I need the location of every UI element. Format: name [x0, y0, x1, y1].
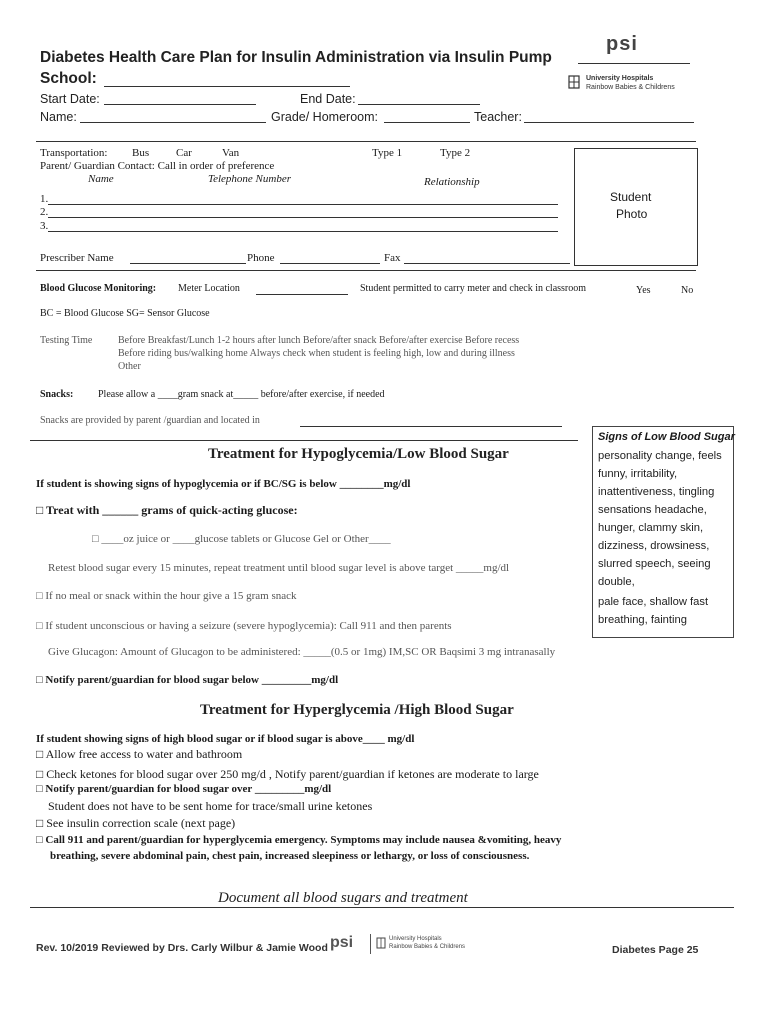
hypo-glucose-options[interactable]: □ ____oz juice or ____glucose tablets or Glucose Gel or Other____ [92, 533, 391, 545]
signs-line: breathing, fainting [598, 614, 687, 626]
hyper-section-title: Treatment for Hyperglycemia /High Blood Sugar [200, 702, 514, 718]
teacher-label: Teacher: [474, 110, 522, 124]
page-title: Diabetes Health Care Plan for Insulin Administration via Insulin Pump [40, 49, 552, 66]
hypo-treat-with[interactable]: □ Treat with ______ grams of quick-acting glucose: [36, 503, 298, 517]
hyper-if-showing: If student showing signs of high blood sugar or if blood sugar is above____ mg/dl [36, 733, 415, 745]
prescriber-label: Prescriber Name [40, 252, 114, 264]
hypo-notify[interactable]: □ Notify parent/guardian for blood sugar below _________mg/dl [36, 674, 339, 686]
hypo-if-showing: If student is showing signs of hypoglycemia or if BC/SG is below ________mg/dl [36, 478, 411, 490]
hyper-scale[interactable]: □ See insulin correction scale (next page) [36, 816, 236, 830]
testing-time-label: Testing Time [40, 335, 93, 346]
meter-location-label: Meter Location [178, 283, 240, 294]
school-input-line[interactable] [104, 86, 350, 87]
testing-time-other: Other [118, 361, 141, 372]
phone-label: Phone [247, 252, 275, 264]
hypo-unconscious[interactable]: □ If student unconscious or having a seizure (severe hypoglycemia): Call 911 and then parents [36, 620, 452, 632]
signs-line: slurred speech, seeing [598, 558, 711, 570]
signs-line: double, [598, 576, 635, 588]
glucose-abbreviations: BC = Blood Glucose SG= Sensor Glucose [40, 308, 210, 319]
document-note: Document all blood sugars and treatment [218, 890, 468, 906]
signs-line: inattentiveness, tingling [598, 486, 715, 498]
student-photo-label-2: Photo [616, 207, 648, 221]
footer-hospital-line2: Rainbow Babies & Childrens [389, 944, 466, 950]
psi-logo: psi [606, 33, 638, 55]
document-note-underline [30, 907, 734, 908]
snacks-label: Snacks: [40, 389, 74, 400]
fax-label: Fax [384, 252, 401, 264]
hyper-notify[interactable]: □ Notify parent/guardian for blood sugar over _________mg/dl [36, 783, 332, 795]
transport-car[interactable]: Car [176, 147, 192, 159]
transportation-label: Transportation: [40, 147, 108, 159]
type-1-option[interactable]: Type 1 [372, 147, 403, 159]
signs-line: dizziness, drowsiness, [598, 540, 710, 552]
hospital-line1: University Hospitals [586, 75, 654, 82]
col-phone-header: Telephone Number [208, 173, 292, 185]
signs-line: personality change, feels [598, 450, 722, 462]
footer-page-number: Diabetes Page 25 [612, 944, 699, 956]
transport-van[interactable]: Van [222, 147, 240, 159]
snacks-provided-text: Snacks are provided by parent /guardian and located in [40, 415, 260, 426]
hyper-water[interactable]: □ Allow free access to water and bathroom [36, 747, 243, 761]
logo-underline [578, 63, 690, 64]
hyper-call911-line2: breathing, severe abdominal pain, chest pain, increased sleepiness or lethargy, or loss of consciousness. [50, 850, 530, 862]
col-relationship-header: Relationship [424, 176, 480, 188]
phone-input-line[interactable] [280, 263, 380, 264]
contact-1-input-line[interactable] [48, 204, 558, 205]
parent-contact-label: Parent/ Guardian Contact: Call in order of preference [40, 160, 275, 172]
grade-label: Grade/ Homeroom: [271, 110, 378, 124]
meter-location-input-line[interactable] [256, 294, 348, 295]
footer-psi-logo: psi [330, 934, 354, 951]
contact-number-1: 1. [40, 193, 49, 205]
hypo-retest: Retest blood sugar every 15 minutes, repeat treatment until blood sugar level is above target _____mg/dl [48, 562, 510, 574]
snacks-location-input-line[interactable] [300, 426, 562, 427]
teacher-input-line[interactable] [524, 122, 694, 123]
start-date-label: Start Date: [40, 92, 100, 106]
end-date-label: End Date: [300, 92, 356, 106]
hyper-trace: Student does not have to be sent home for trace/small urine ketones [48, 799, 373, 813]
fax-input-line[interactable] [404, 263, 570, 264]
footer-hospital-icon [376, 936, 386, 948]
testing-time-row-1: Before Breakfast/Lunch 1-2 hours after lunch Before/after snack Before/after exercise Before recess [118, 335, 520, 346]
contact-2-input-line[interactable] [48, 217, 558, 218]
hyper-call911-line1[interactable]: □ Call 911 and parent/guardian for hyperglycemia emergency. Symptoms may include nausea &vomiting, heavy [36, 834, 562, 846]
signs-line: funny, irritability, [598, 468, 678, 480]
end-date-input-line[interactable] [358, 104, 480, 105]
footer-rev: Rev. 10/2019 Reviewed by Drs. Carly Wilbur & Jamie Wood [36, 942, 328, 954]
footer-hospital-line1: University Hospitals [389, 936, 442, 942]
col-name-header: Name [88, 173, 114, 185]
footer-logo-divider [370, 934, 371, 954]
student-photo-label-1: Student [610, 190, 652, 204]
carry-yes-option[interactable]: Yes [636, 285, 651, 296]
carry-no-option[interactable]: No [681, 285, 694, 296]
signs-line: pale face, shallow fast [598, 596, 709, 608]
bg-monitoring-label: Blood Glucose Monitoring: [40, 283, 157, 294]
name-input-line[interactable] [80, 122, 266, 123]
carry-meter-text: Student permitted to carry meter and check in classroom [360, 283, 587, 294]
hypo-section-title: Treatment for Hypoglycemia/Low Blood Sugar [208, 446, 509, 462]
university-hospitals-icon [567, 74, 581, 90]
contact-number-3: 3. [40, 220, 49, 232]
contact-3-input-line[interactable] [48, 231, 558, 232]
transport-bus[interactable]: Bus [132, 147, 150, 159]
signs-line: sensations headache, [598, 504, 707, 516]
testing-time-row-2: Before riding bus/walking home Always check when student is feeling high, low and during illness [118, 348, 515, 359]
signs-line: hunger, clammy skin, [598, 522, 704, 534]
snacks-text: Please allow a ____gram snack at_____ before/after exercise, if needed [98, 389, 385, 400]
hyper-ketones[interactable]: □ Check ketones for blood sugar over 250 mg/d , Notify parent/guardian if ketones are moderate to large [36, 767, 539, 781]
type-2-option[interactable]: Type 2 [440, 147, 471, 159]
hypo-glucagon: Give Glucagon: Amount of Glucagon to be administered: _____(0.5 or 1mg) IM,SC OR Baqsimi 3 mg intranasally [48, 646, 556, 658]
start-date-input-line[interactable] [104, 104, 256, 105]
info-top-border [36, 141, 696, 142]
hospital-line2: Rainbow Babies & Childrens [586, 84, 675, 91]
signs-title: Signs of Low Blood Sugar [598, 431, 735, 443]
grade-input-line[interactable] [384, 122, 470, 123]
hypo-no-meal[interactable]: □ If no meal or snack within the hour give a 15 gram snack [36, 590, 297, 602]
hypo-top-border [30, 440, 578, 441]
contact-number-2: 2. [40, 206, 49, 218]
school-label: School: [40, 70, 97, 87]
prescriber-input-line[interactable] [130, 263, 246, 264]
info-divider [36, 270, 696, 271]
name-label: Name: [40, 110, 77, 124]
